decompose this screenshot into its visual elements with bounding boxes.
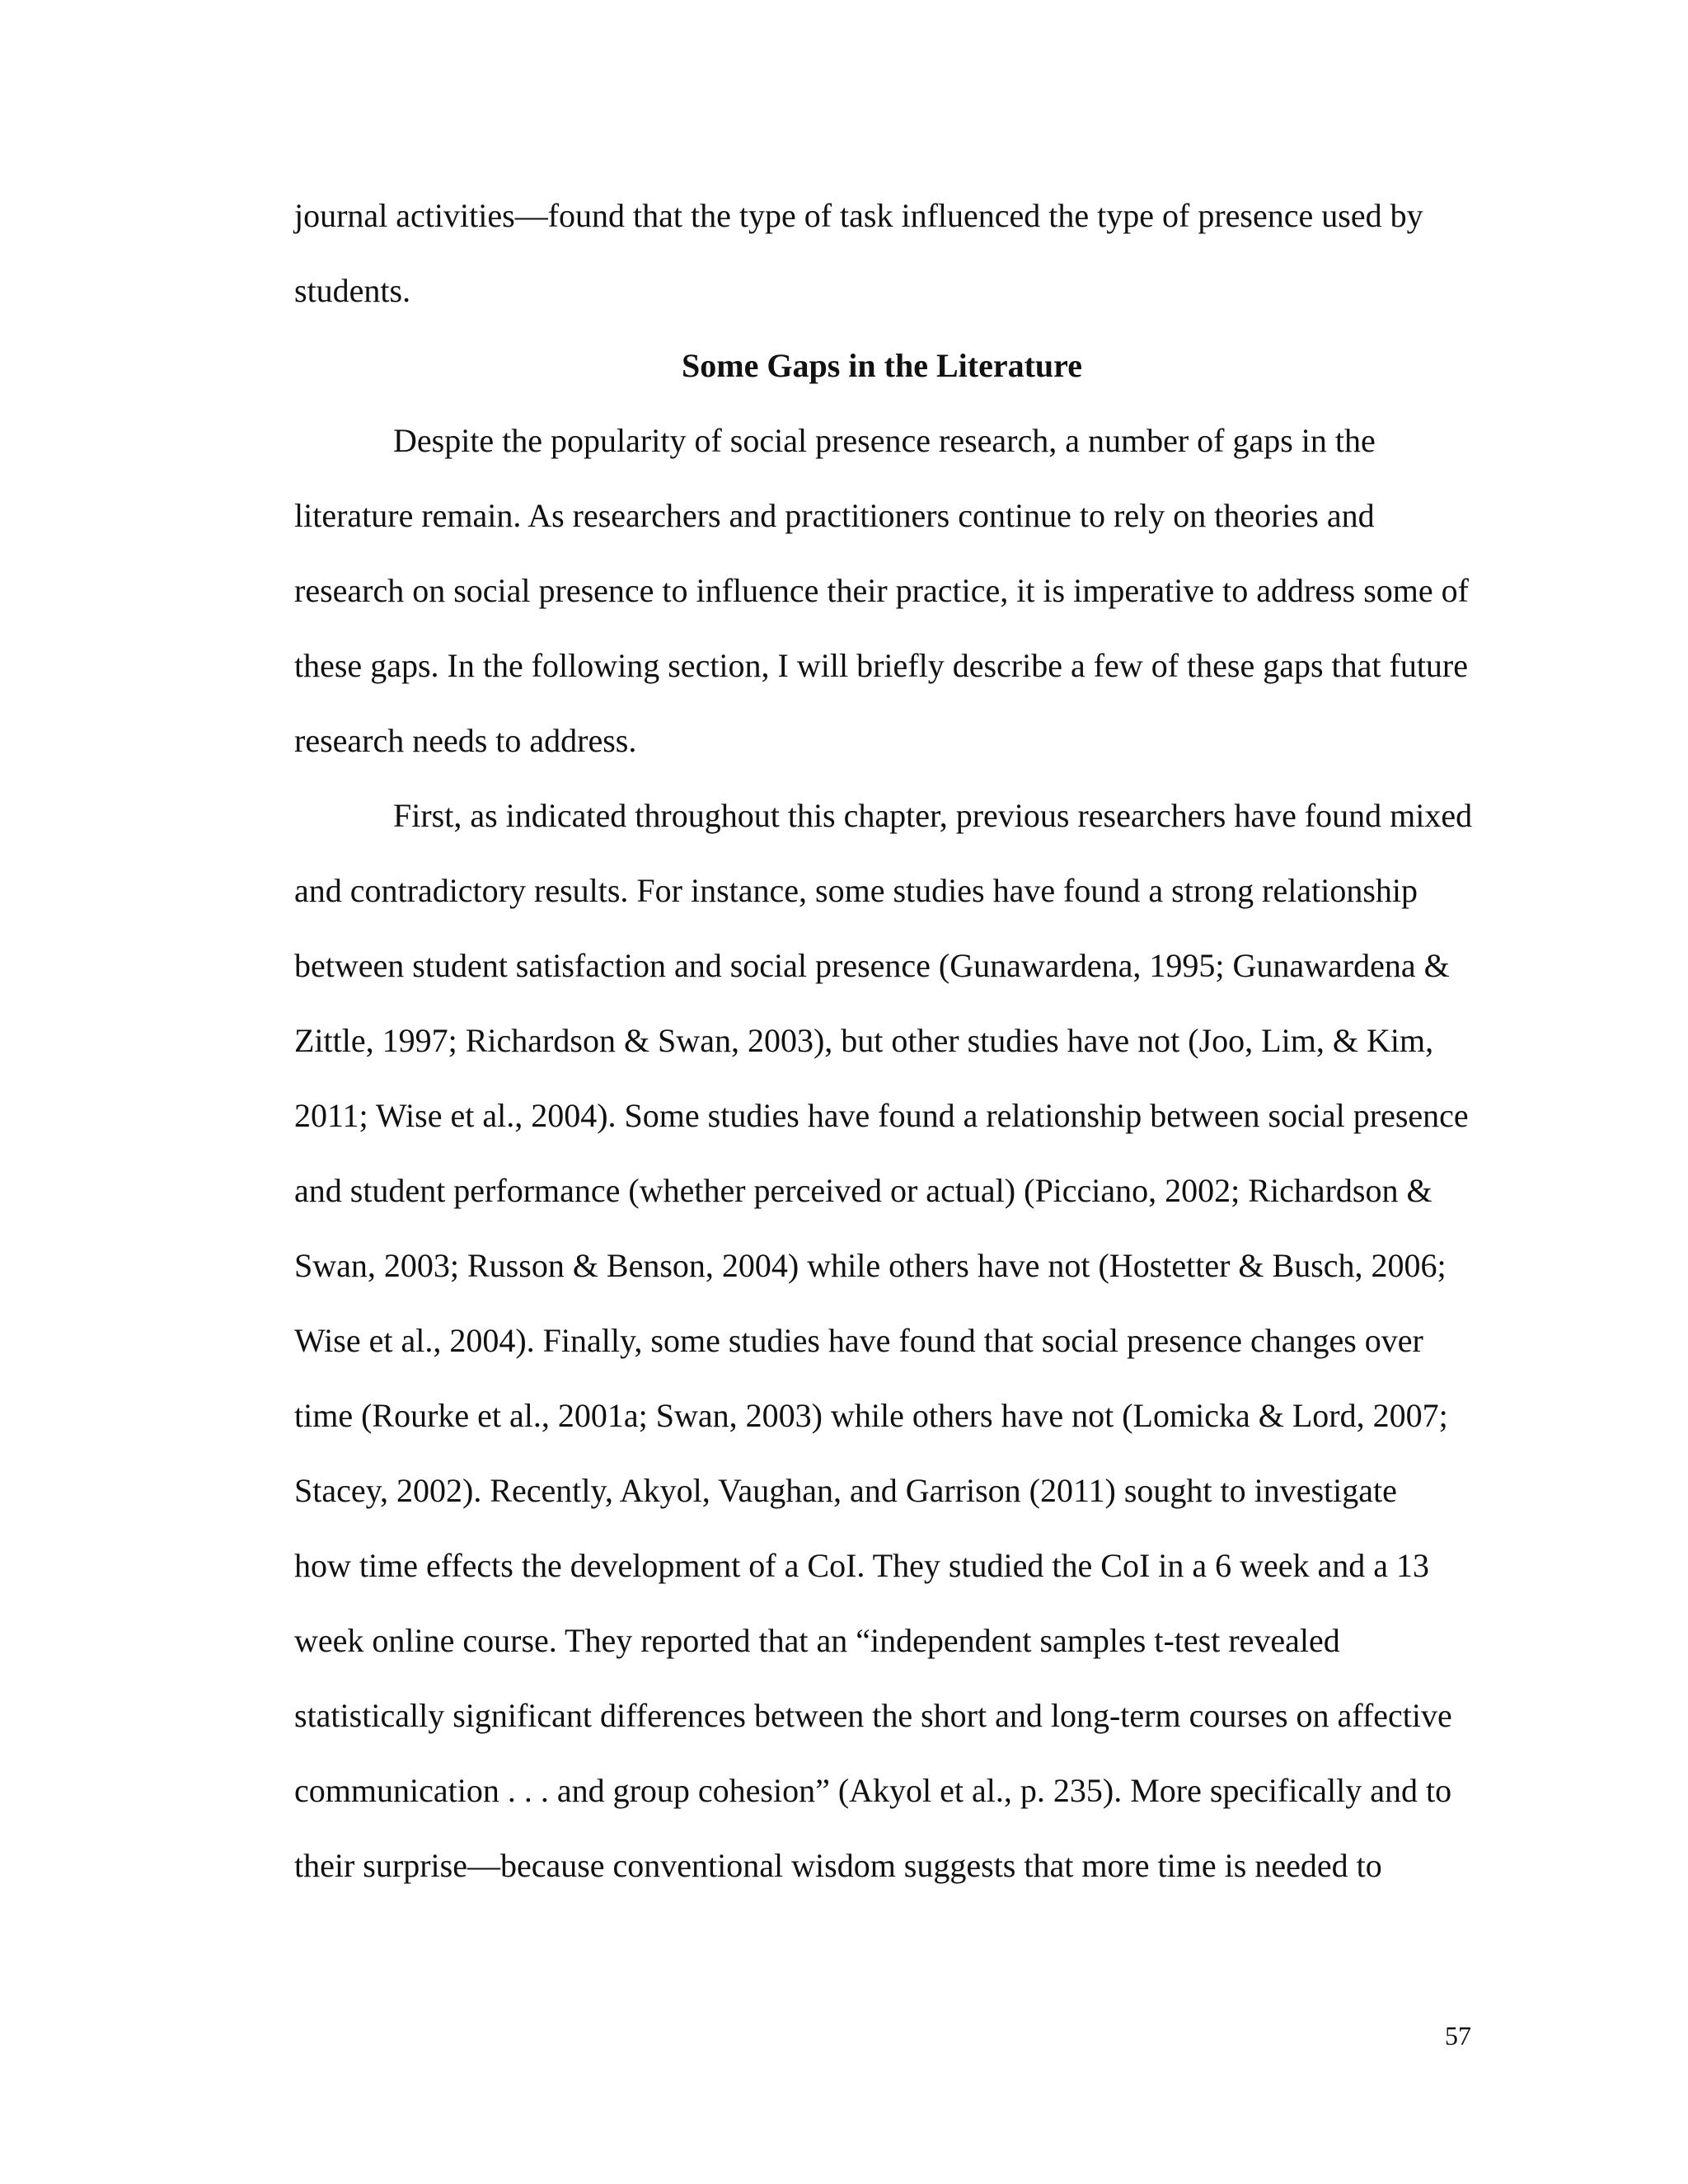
paragraph-first-line: Despite the popularity of social presence research, a number of gaps in the: [393, 422, 1376, 459]
paragraph-first-line: First, as indicated throughout this chapter, previous researchers have found mixed: [393, 797, 1473, 834]
body-text-line: and student performance (whether perceived or actual) (Picciano, 2002; Richardson &: [294, 1172, 1432, 1209]
body-text-line: 2011; Wise et al., 2004). Some studies have found a relationship between social presence: [294, 1097, 1469, 1134]
body-text-line: Wise et al., 2004). Finally, some studies have found that social presence changes over: [294, 1322, 1423, 1359]
body-text-line: their surprise—because conventional wisdom suggests that more time is needed to: [294, 1847, 1382, 1884]
body-text-line: research on social presence to influence their practice, it is imperative to address some of: [294, 572, 1469, 609]
body-text-line: Zittle, 1997; Richardson & Swan, 2003), but other studies have not (Joo, Lim, & Kim,: [294, 1022, 1434, 1059]
body-text-line: and contradictory results. For instance, some studies have found a strong relationship: [294, 872, 1418, 909]
body-text-line: week online course. They reported that an “independent samples t-test revealed: [294, 1622, 1340, 1659]
body-text-line: between student satisfaction and social presence (Gunawardena, 1995; Gunawardena &: [294, 947, 1450, 984]
body-text-line: Swan, 2003; Russon & Benson, 2004) while others have not (Hostetter & Busch, 2006;: [294, 1247, 1447, 1284]
body-text-line: literature remain. As researchers and practitioners continue to rely on theories and: [294, 497, 1375, 534]
body-text-line: communication . . . and group cohesion” (Akyol et al., p. 235). More specifically and to: [294, 1772, 1452, 1809]
body-text-line: students.: [294, 272, 411, 309]
body-text-line: journal activities—found that the type of task influenced the type of presence used by: [294, 197, 1423, 234]
body-text-line: research needs to address.: [294, 722, 637, 759]
body-text-line: time (Rourke et al., 2001a; Swan, 2003) while others have not (Lomicka & Lord, 2007;: [294, 1397, 1448, 1434]
body-text-line: how time effects the development of a CoI. They studied the CoI in a 6 week and a 13: [294, 1547, 1430, 1584]
section-heading: Some Gaps in the Literature: [682, 347, 1082, 384]
body-text-line: Stacey, 2002). Recently, Akyol, Vaughan, and Garrison (2011) sought to investigate: [294, 1472, 1397, 1509]
page-number: 57: [1445, 2021, 1471, 2050]
body-text-line: statistically significant differences between the short and long-term courses on affective: [294, 1697, 1452, 1734]
body-text-line: these gaps. In the following section, I will briefly describe a few of these gaps that future: [294, 647, 1469, 684]
